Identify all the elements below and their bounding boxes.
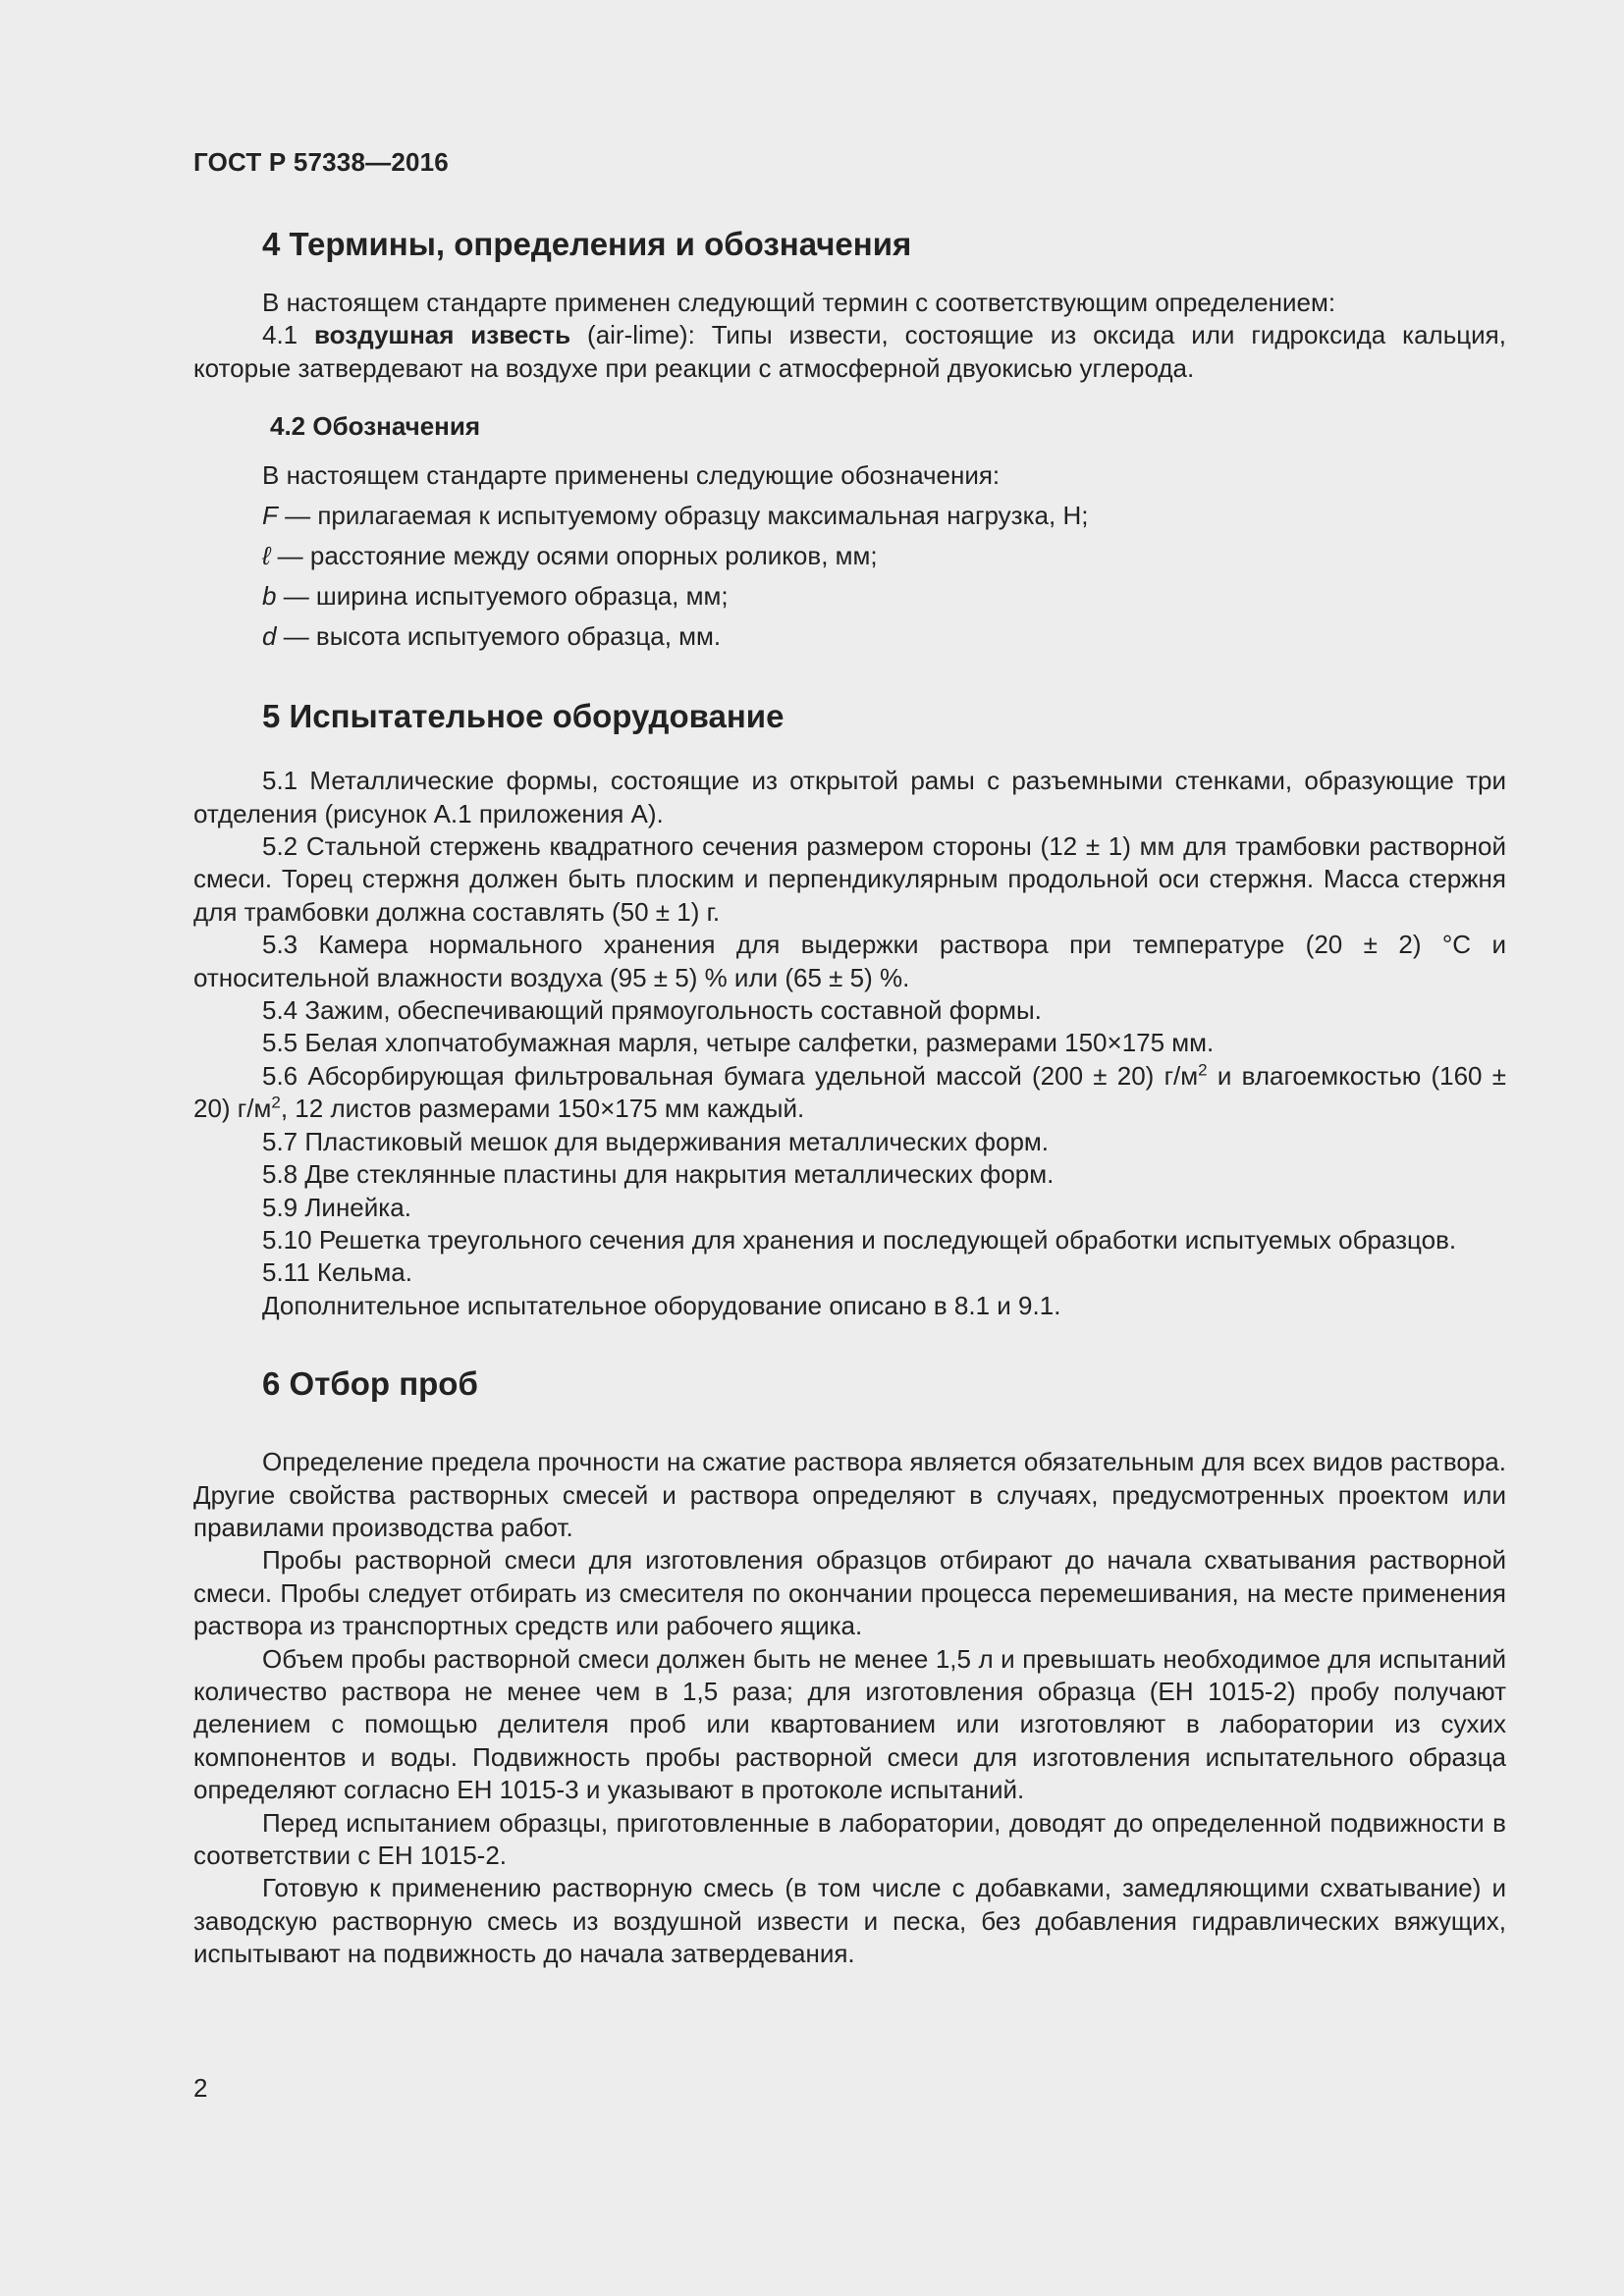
section-6-title: 6 Отбор проб	[262, 1365, 478, 1403]
item-5-1: 5.1 Металлические формы, состоящие из открытой рамы с разъемными стенками, образующие три отделения (рисунок А.1 приложения А).	[193, 766, 1506, 828]
item-5-6-sup-2: 2	[271, 1093, 281, 1112]
subsection-4-2-title: 4.2 Обозначения	[270, 411, 481, 442]
section-5-note: Дополнительное испытательное оборудование описано в 8.1 и 9.1.	[262, 1290, 1061, 1320]
symbol-b-text: — ширина испытуемого образца, мм;	[276, 581, 729, 612]
item-5-6-sup-1: 2	[1198, 1060, 1208, 1080]
symbol-d-text: — высота испытуемого образца, мм.	[276, 621, 722, 652]
section-6-paragraph-2: Пробы растворной смеси для изготовления образцов отбирают до начала схватывания растворной смеси. Пробы следует отбирать из смесителя по окончании процесса перемешивания, на месте применения раствора из транспортных средств или рабочего ящика.	[193, 1545, 1506, 1641]
term-name: воздушная известь	[314, 320, 571, 350]
item-5-6-part-c: , 12 листов размерами 150×175 мм каждый.	[280, 1094, 805, 1124]
section-5-title: 5 Испытательное оборудование	[262, 698, 785, 735]
term-4-1	[193, 319, 1506, 385]
symbol-F: F	[262, 501, 278, 531]
symbols-intro: В настоящем стандарте применены следующие обозначения:	[262, 460, 1001, 491]
symbol-F-text: — прилагаемая к испытуемому образцу максимальная нагрузка, Н;	[277, 501, 1089, 531]
item-5-11: 5.11 Кельма.	[262, 1257, 412, 1288]
symbol-d: d	[262, 621, 277, 652]
section-6-paragraph-3: Объем пробы растворной смеси должен быть не менее 1,5 л и превышать необходимое для испытаний количество раствора не менее чем в 1,5 раза; для изготовления образца (ЕН 1015-2) пробу получают делением с помощью делителя проб или квартованием или изготовляют в лаборатории из сухих компонентов и воды. Подвижность пробы растворной смеси для изготовления испытательного образца определяют согласно ЕН 1015-3 и указывают в протоколе испытаний.	[193, 1643, 1506, 1805]
item-5-4: 5.4 Зажим, обеспечивающий прямоугольность составной формы.	[262, 995, 1042, 1026]
symbol-row-l	[193, 536, 1506, 576]
document-code: ГОСТ Р 57338—2016	[193, 147, 449, 177]
page-number: 2	[193, 2073, 208, 2103]
item-5-7: 5.7 Пластиковый мешок для выдерживания металлических форм.	[262, 1126, 1050, 1156]
term-definition: (air-lime): Типы извести, состоящие из оксида или гидроксида кальция, которые затвердевают на воздухе при реакции с атмосферной двуокисью углерода.	[193, 320, 1506, 383]
item-5-5: 5.5 Белая хлопчатобумажная марля, четыре салфетки, размерами 150×175 мм.	[262, 1028, 1215, 1058]
item-5-2: 5.2 Стальной стержень квадратного сечения размером стороны (12 ± 1) мм для трамбовки растворной смеси. Торец стержня должен быть плоским и перпендикулярным продольной оси стержня. Масса стержня для трамбовки должна составлять (50 ± 1) г.	[193, 831, 1506, 927]
section-6-paragraph-4: Перед испытанием образцы, приготовленные в лаборатории, доводят до определенной подвижности в соответствии с ЕН 1015-2.	[193, 1807, 1506, 1870]
section-6-paragraph-5: Готовую к применению растворную смесь (в том числе с добавками, замедляющими схватывание) и заводскую растворную смесь из воздушной извести и песка, без добавления гидравлических вяжущих, испытывают на подвижность до начала затвердевания.	[193, 1873, 1506, 1969]
page-content	[193, 222, 1506, 1971]
symbol-row-b	[193, 576, 1506, 616]
item-5-6	[193, 1060, 1506, 1126]
item-5-9: 5.9 Линейка.	[262, 1192, 411, 1222]
item-5-10: 5.10 Решетка треугольного сечения для хранения и последующей обработки испытуемых образцов.	[262, 1224, 1457, 1255]
symbol-row-F	[193, 496, 1506, 536]
symbol-l: ℓ	[262, 541, 271, 571]
term-number: 4.1	[262, 320, 315, 350]
section-4-title: 4 Термины, определения и обозначения	[262, 226, 912, 262]
symbol-l-text: — расстояние между осями опорных роликов, мм;	[270, 541, 878, 571]
symbol-row-d	[193, 616, 1506, 657]
item-5-6-part-b: и влагоемкостью (160 ± 20) г/м	[193, 1060, 1506, 1124]
item-5-6-part-a: 5.6 Абсорбирующая фильтровальная бумага удельной массой (200 ± 20) г/м	[262, 1060, 1199, 1091]
item-5-3: 5.3 Камера нормального хранения для выдержки раствора при температуре (20 ± 2) °С и относительной влажности воздуха (95 ± 5) % или (65 ± 5) %.	[193, 930, 1506, 992]
item-5-8: 5.8 Две стеклянные пластины для накрытия металлических форм.	[262, 1159, 1055, 1190]
symbol-b: b	[262, 581, 277, 612]
section-4-intro: В настоящем стандарте применен следующий термин с соответствующим определением:	[262, 288, 1336, 317]
section-6-paragraph-1: Определение предела прочности на сжатие раствора является обязательным для всех видов раствора. Другие свойства растворных смесей и раствора определяют в случаях, предусмотренных проектом или правилами производства работ.	[193, 1447, 1506, 1542]
